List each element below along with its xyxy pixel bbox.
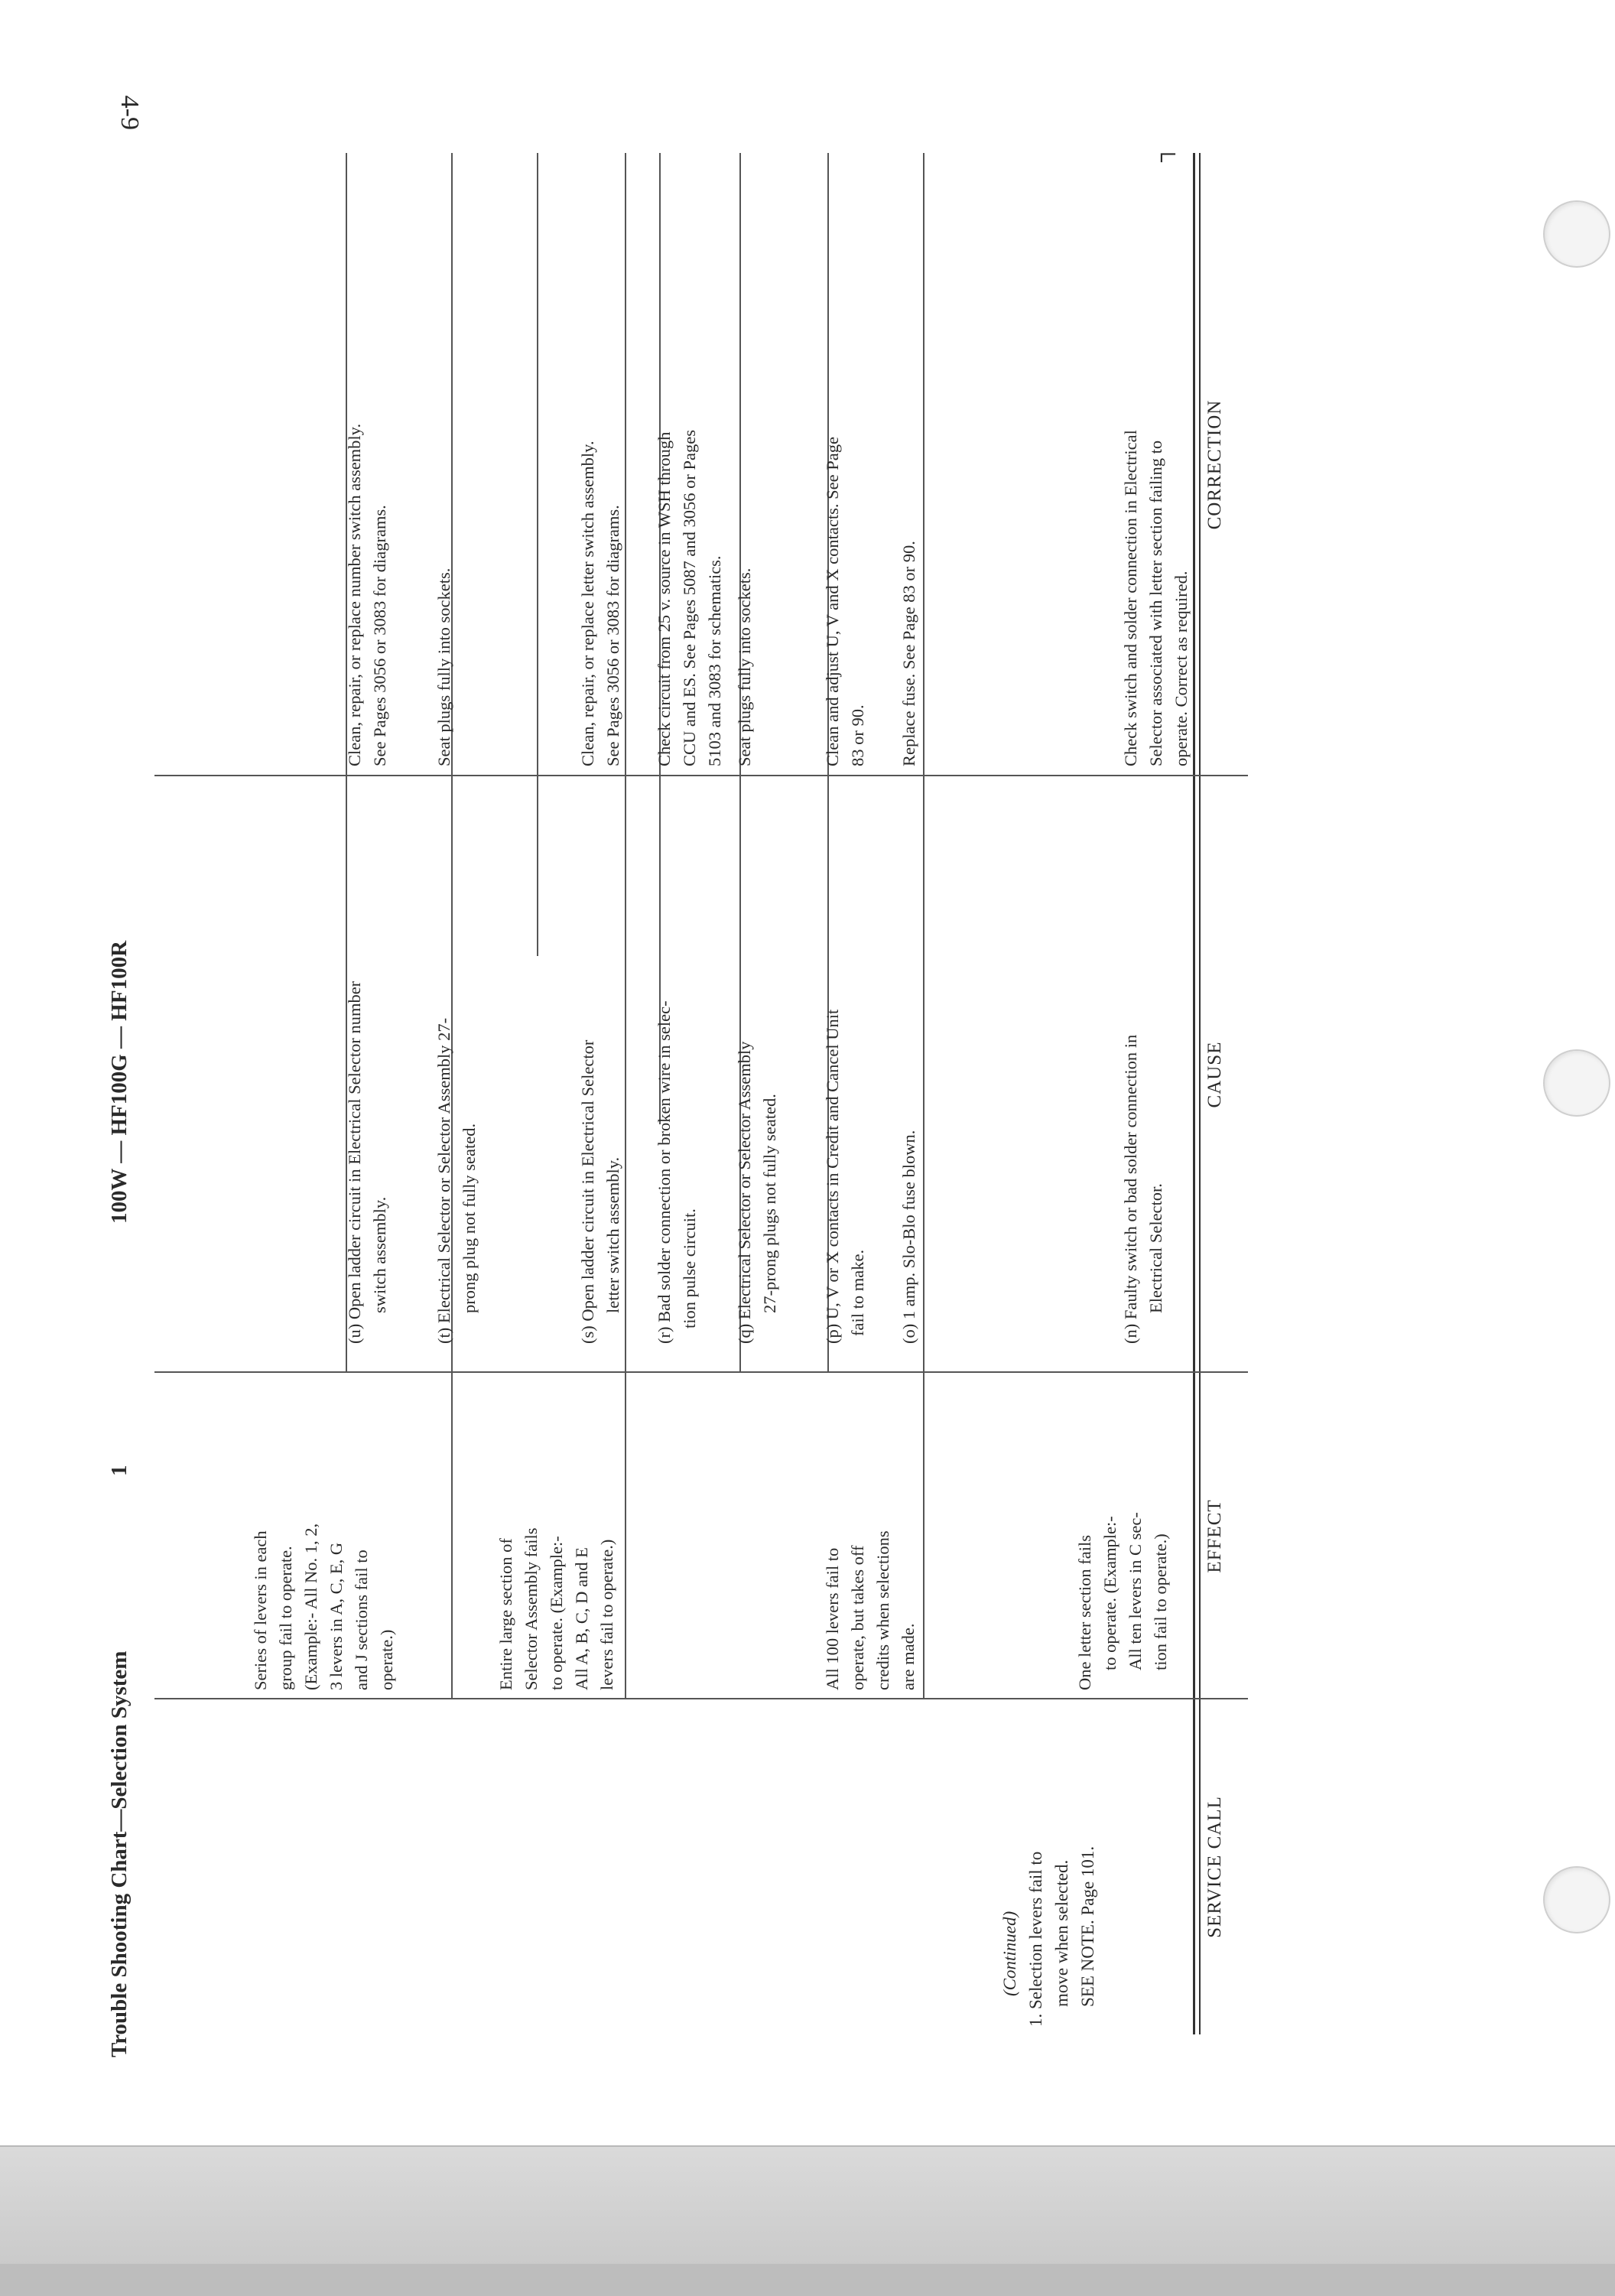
correction-o-line-1: Replace fuse. See Page 83 or 90. xyxy=(899,541,918,766)
cause-q-line-1: (q) Electrical Selector or Selector Assembly xyxy=(735,1041,754,1344)
page-number: 4-9 xyxy=(115,95,144,130)
effect-3 xyxy=(493,1377,619,1690)
effect-1-line-1: One letter section fails xyxy=(1075,1534,1094,1690)
cause-n-line-1: (n) Faulty switch or bad solder connection in xyxy=(1121,1034,1140,1344)
effect-4-line-3: (Example:- All No. 1, 2, xyxy=(301,1523,320,1690)
effect-3-line-2: Selector Assembly fails xyxy=(522,1527,541,1690)
correction-t-line-1: Seat plugs fully into sockets. xyxy=(434,567,453,766)
cause-n xyxy=(1118,782,1168,1344)
header-cause: CAUSE xyxy=(1204,1041,1225,1108)
correction-o xyxy=(896,158,921,766)
service-call-line-1: 1. Selection levers fail to xyxy=(1026,1851,1045,2027)
effect-4-line-5: and J sections fail to xyxy=(352,1550,371,1690)
cause-q-line-2: 27-prong plugs not fully seated. xyxy=(760,1094,779,1313)
correction-r-line-1: Check circuit from 25 v. source in WSH through xyxy=(655,431,674,766)
correction-t xyxy=(431,158,457,766)
correction-r xyxy=(652,158,727,766)
correction-p xyxy=(820,158,870,766)
continued-label: (Continued) xyxy=(1000,1911,1019,1996)
header-correction: CORRECTION xyxy=(1204,399,1225,530)
page-footer xyxy=(99,107,145,2057)
correction-s xyxy=(575,158,626,766)
correction-n-line-2: Selector associated with letter section failing to xyxy=(1146,440,1165,766)
correction-q xyxy=(732,158,757,766)
column-divider-2 xyxy=(154,1371,1248,1373)
corner-mark: ┐ xyxy=(1149,145,1174,162)
effect-2-line-4: are made. xyxy=(898,1623,918,1690)
footer-models: 100W — HF100G — HF100R xyxy=(107,940,132,1224)
effect-1-line-2: to operate. (Example:- xyxy=(1100,1516,1119,1670)
cause-p-line-1: (p) U, V or X contacts in Credit and Cancel Unit xyxy=(823,1009,842,1344)
cause-p xyxy=(820,782,870,1344)
effect-1-line-4: tion fail to operate.) xyxy=(1151,1533,1170,1670)
effect-4-line-1: Series of levers in each xyxy=(251,1530,270,1690)
effect-4-line-6: operate.) xyxy=(377,1629,396,1690)
correction-s-line-1: Clean, repair, or replace letter switch assembly. xyxy=(578,441,597,766)
document-page xyxy=(107,95,1422,2057)
service-call-line-3: SEE NOTE. Page 101. xyxy=(1078,1846,1097,2007)
effect-4-line-4: 3 levers in A, C, E, G xyxy=(327,1542,346,1690)
correction-u xyxy=(342,158,392,766)
effect-3-line-3: to operate. (Example:- xyxy=(547,1536,566,1690)
header-rule-double xyxy=(1199,153,1201,2034)
correction-p-line-1: Clean and adjust U, V and X contacts. See Page xyxy=(823,437,842,766)
effect-4 xyxy=(248,1377,399,1690)
column-divider-3 xyxy=(154,775,1248,776)
column-divider-1 xyxy=(154,1698,1248,1699)
cause-r xyxy=(652,782,702,1344)
cause-u-line-1: (u) Open ladder circuit in Electrical Selector number xyxy=(345,981,364,1344)
scanner-edge xyxy=(0,2145,1615,2296)
service-call-line-2: move when selected. xyxy=(1052,1859,1071,2007)
cause-n-line-2: Electrical Selector. xyxy=(1146,1183,1165,1313)
scanner-edge-shadow xyxy=(0,2264,1615,2296)
effect-3-line-5: levers fail to operate.) xyxy=(597,1539,616,1690)
row-divider-r xyxy=(537,153,538,956)
punch-hole-middle xyxy=(1543,1049,1610,1117)
effect-2-line-1: All 100 levers fail to xyxy=(823,1547,842,1690)
punch-hole-bottom xyxy=(1543,1866,1610,1933)
header-service-call: SERVICE CALL xyxy=(1204,1796,1225,1938)
correction-n xyxy=(1118,158,1194,766)
cause-s-line-1: (s) Open ladder circuit in Electrical Selector xyxy=(578,1039,597,1344)
cause-t-line-1: (t) Electrical Selector or Selector Assembly 27- xyxy=(434,1017,453,1344)
correction-r-line-2: CCU and ES. See Pages 5087 and 3056 or Pages xyxy=(680,430,699,766)
effect-2-line-2: operate, but takes off xyxy=(848,1545,867,1690)
cause-t-line-2: prong plug not fully seated. xyxy=(460,1123,479,1313)
effect-3-line-1: Entire large section of xyxy=(496,1538,515,1690)
effect-1-line-3: All ten levers in C sec- xyxy=(1126,1512,1145,1670)
cause-u xyxy=(342,782,392,1344)
cause-p-line-2: fail to make. xyxy=(848,1249,867,1336)
correction-r-line-3: 5103 and 3083 for schematics. xyxy=(705,555,724,766)
footer-mark: 1 xyxy=(107,1465,132,1476)
header-effect: EFFECT xyxy=(1204,1499,1225,1573)
correction-s-line-2: See Pages 3056 or 3083 for diagrams. xyxy=(603,505,622,766)
cause-q xyxy=(732,782,782,1344)
cause-r-line-1: (r) Bad solder connection or broken wire in selec- xyxy=(655,1000,674,1344)
cause-s xyxy=(575,782,626,1344)
effect-2-line-3: credits when selections xyxy=(873,1530,892,1690)
effect-1 xyxy=(1072,1377,1173,1690)
cause-u-line-2: switch assembly. xyxy=(370,1196,389,1313)
effect-2 xyxy=(820,1377,921,1690)
footer-title: Trouble Shooting Chart—Selection System xyxy=(107,1650,132,2057)
correction-u-line-1: Clean, repair, or replace number switch assembly. xyxy=(345,423,364,766)
correction-n-line-3: operate. Correct as required. xyxy=(1171,571,1191,766)
punch-hole-top xyxy=(1543,200,1610,268)
row-divider-effect-1 xyxy=(923,153,924,1699)
correction-u-line-2: See Pages 3056 or 3083 for diagrams. xyxy=(370,505,389,766)
trouble-shooting-table xyxy=(154,145,1378,2034)
effect-4-line-2: group fail to operate. xyxy=(276,1546,295,1690)
cause-o xyxy=(896,782,921,1344)
cause-o-line-1: (o) 1 amp. Slo-Blo fuse blown. xyxy=(899,1130,918,1344)
correction-q-line-1: Seat plugs fully into sockets. xyxy=(735,567,754,766)
correction-n-line-1: Check switch and solder connection in Electrical xyxy=(1121,430,1140,766)
cause-t xyxy=(431,782,482,1344)
correction-p-line-2: 83 or 90. xyxy=(848,704,867,766)
service-call-cell xyxy=(997,1706,1101,2027)
effect-3-line-4: All A, B, C, D and E xyxy=(572,1547,591,1690)
cause-r-line-2: tion pulse circuit. xyxy=(680,1208,699,1328)
cause-s-line-2: letter switch assembly. xyxy=(603,1156,622,1313)
